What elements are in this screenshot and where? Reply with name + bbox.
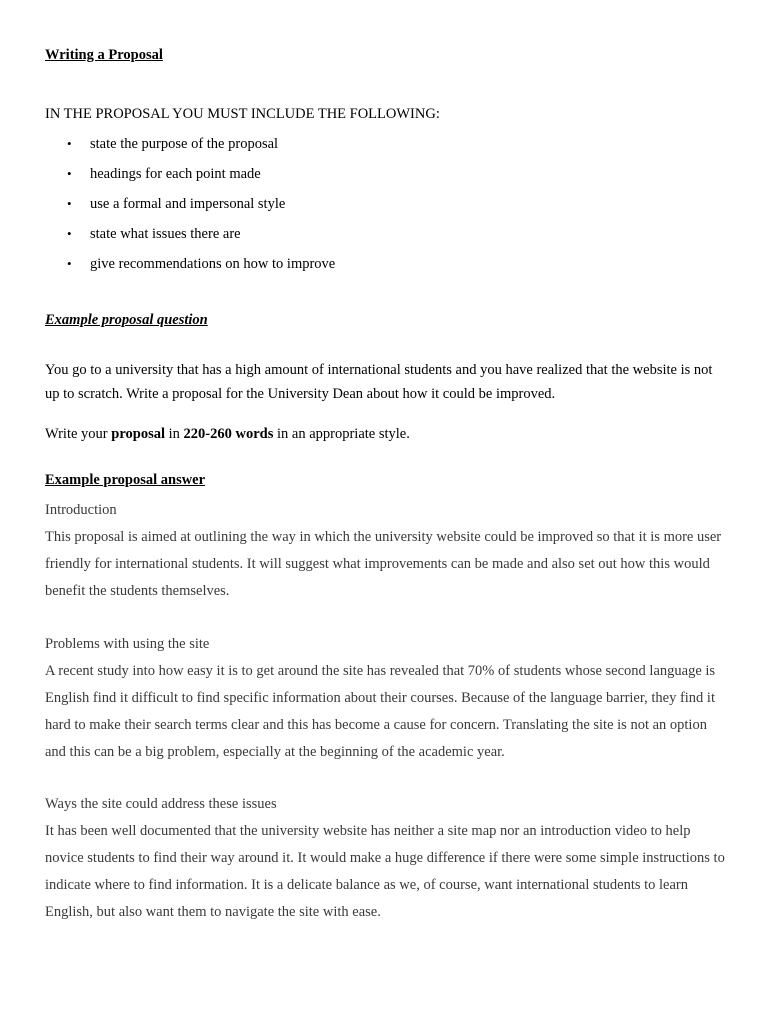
requirements-heading: IN THE PROPOSAL YOU MUST INCLUDE THE FOLLOWING: <box>45 106 440 122</box>
bullet-icon: • <box>67 226 72 241</box>
bullet-icon: • <box>67 166 72 181</box>
requirement-text: state the purpose of the proposal <box>90 136 279 152</box>
requirement-text: give recommendations on how to improve <box>90 256 336 272</box>
answer-section-solutions <box>45 791 725 926</box>
section-paragraph: It has been well documented that the university website has neither a site map nor an introduction video to help novice students to find their way around it. It would make a huge difference if there were some simple instructions to indicate where to find information. It is a delicate balance as we, of course, want international students to learn English, but also want them to navigate the site with ease. <box>45 823 725 920</box>
requirement-text: use a formal and impersonal style <box>90 196 286 212</box>
requirement-text: state what issues there are <box>90 226 241 242</box>
instruction-bold: 220-260 words <box>183 426 274 442</box>
bullet-icon: • <box>67 196 72 211</box>
list-item <box>45 164 335 194</box>
instruction-text <box>45 424 410 444</box>
question-text: You go to a university that has a high amount of international students and you have realized that the website is not up to scratch. Write a proposal for the University Dean about how it could be improved. <box>45 362 713 402</box>
answer-section-introduction <box>45 497 725 605</box>
bullet-icon: • <box>67 136 72 151</box>
list-item <box>45 254 335 284</box>
instruction-part: in an appropriate style. <box>273 426 410 442</box>
answer-section-problems <box>45 631 725 766</box>
list-item <box>45 134 335 164</box>
section-heading: Problems with using the site <box>45 636 210 652</box>
document-title: Writing a Proposal <box>45 47 163 63</box>
bullet-icon: • <box>67 256 72 271</box>
list-item <box>45 224 335 254</box>
requirement-text: headings for each point made <box>90 166 261 182</box>
section-paragraph: A recent study into how easy it is to get around the site has revealed that 70% of students whose second language is English find it difficult to find specific information about their courses. Because of the language barrier, they find it hard to make their search terms clear and this has become a cause for concern. Translating the site is not an option and this can be a big problem, especially at the beginning of the academic year. <box>45 663 716 760</box>
answer-heading: Example proposal answer <box>45 472 206 488</box>
instruction-part: Write your <box>45 426 112 442</box>
section-paragraph: This proposal is aimed at outlining the way in which the university website could be improved so that it is more user friendly for international students. It will suggest what improvements can be made and also set out how this would benefit the students themselves. <box>45 529 722 599</box>
section-heading: Ways the site could address these issues <box>45 796 277 812</box>
question-heading: Example proposal question <box>45 312 208 328</box>
instruction-part: in <box>165 426 184 442</box>
instruction-bold: proposal <box>111 426 165 442</box>
list-item <box>45 194 335 224</box>
section-heading: Introduction <box>45 502 117 518</box>
requirements-list <box>45 134 335 284</box>
